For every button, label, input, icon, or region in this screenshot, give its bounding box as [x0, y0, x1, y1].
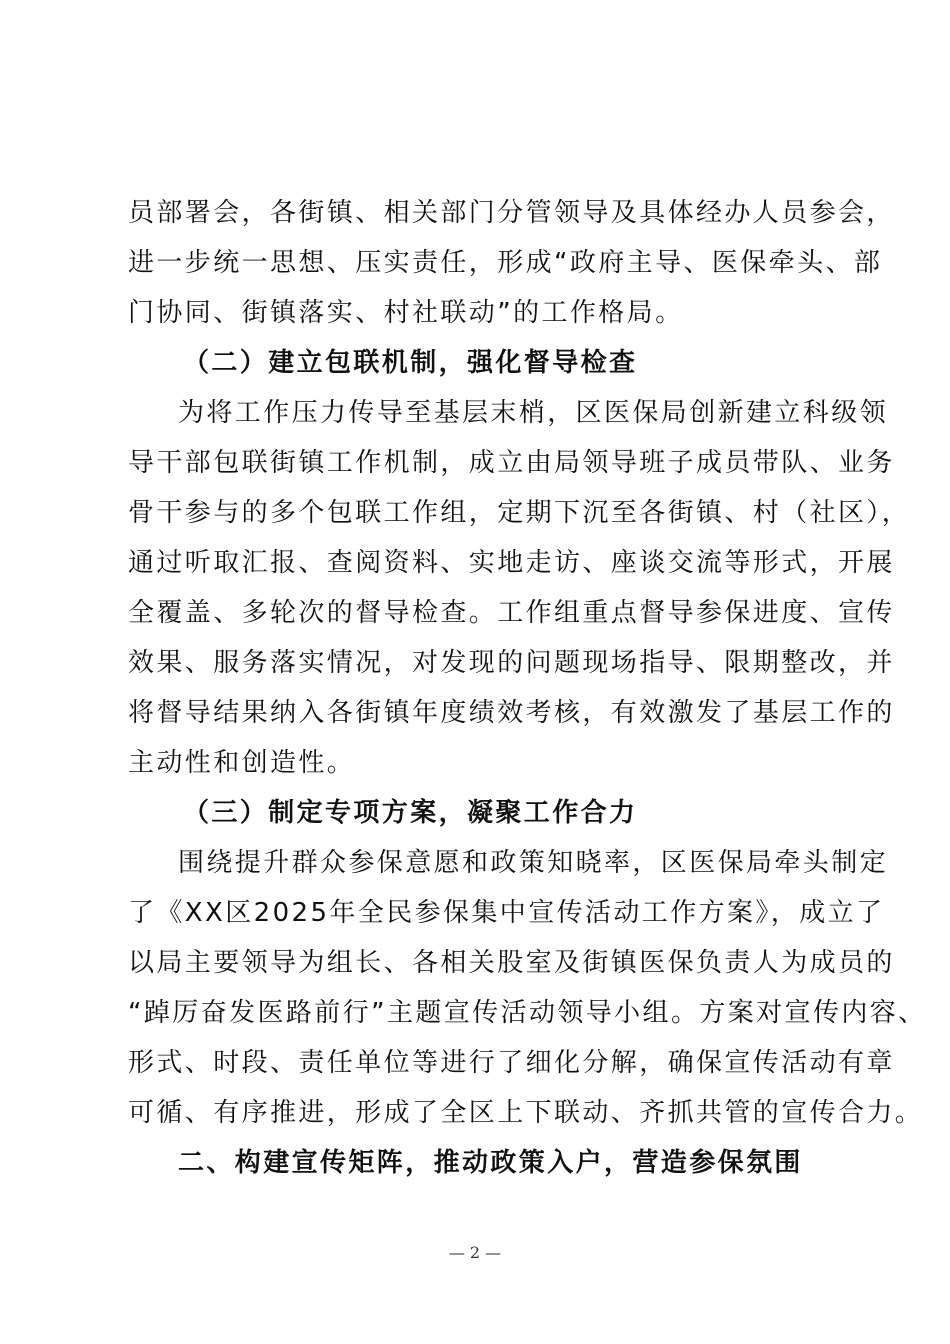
paragraph-line: 通过听取汇报、查阅资料、实地走访、座谈交流等形式，开展 [128, 548, 895, 578]
section-heading-2: （二）建立包联机制，强化督导检查 [183, 348, 638, 378]
paragraph-line: 可循、有序推进，形成了全区上下联动、齐抓共管的宣传合力。 [128, 1098, 924, 1128]
section-heading-3: （三）制定专项方案，凝聚工作合力 [183, 798, 638, 828]
main-heading-2: 二、构建宣传矩阵，推动政策入户，营造参保氛围 [178, 1148, 803, 1178]
paragraph-line: 围绕提升群众参保意愿和政策知晓率，区医保局牵头制定 [178, 848, 889, 878]
paragraph-line: 导干部包联街镇工作机制，成立由局领导班子成员带队、业务 [128, 448, 895, 478]
page-number: — 2 — [448, 1243, 502, 1262]
paragraph-line: 门协同、街镇落实、村社联动”的工作格局。 [128, 298, 684, 328]
paragraph-line: 形式、时段、责任单位等进行了细化分解，确保宣传活动有章 [128, 1048, 895, 1078]
paragraph-line: 将督导结果纳入各街镇年度绩效考核，有效激发了基层工作的 [128, 698, 895, 728]
paragraph-line: 效果、服务落实情况，对发现的问题现场指导、限期整改，并 [128, 648, 895, 678]
paragraph-line: 主动性和创造性。 [128, 748, 356, 778]
paragraph-line: 员部署会，各街镇、相关部门分管领导及具体经办人员参会， [128, 198, 895, 228]
paragraph-line: 为将工作压力传导至基层末梢，区医保局创新建立科级领 [178, 398, 889, 428]
paragraph-line: 了《XX区2025年全民参保集中宣传活动工作方案》，成立了 [128, 898, 885, 928]
paragraph-line: “踔厉奋发医路前行”主题宣传活动领导小组。方案对宣传内容、 [128, 998, 927, 1028]
paragraph-line: 全覆盖、多轮次的督导检查。工作组重点督导参保进度、宣传 [128, 598, 895, 628]
paragraph-line: 骨干参与的多个包联工作组，定期下沉至各街镇、村（社区）， [128, 498, 911, 528]
paragraph-line: 以局主要领导为组长、各相关股室及街镇医保负责人为成员的 [128, 948, 895, 978]
paragraph-line: 进一步统一思想、压实责任，形成“政府主导、医保牵头、部 [128, 248, 883, 278]
